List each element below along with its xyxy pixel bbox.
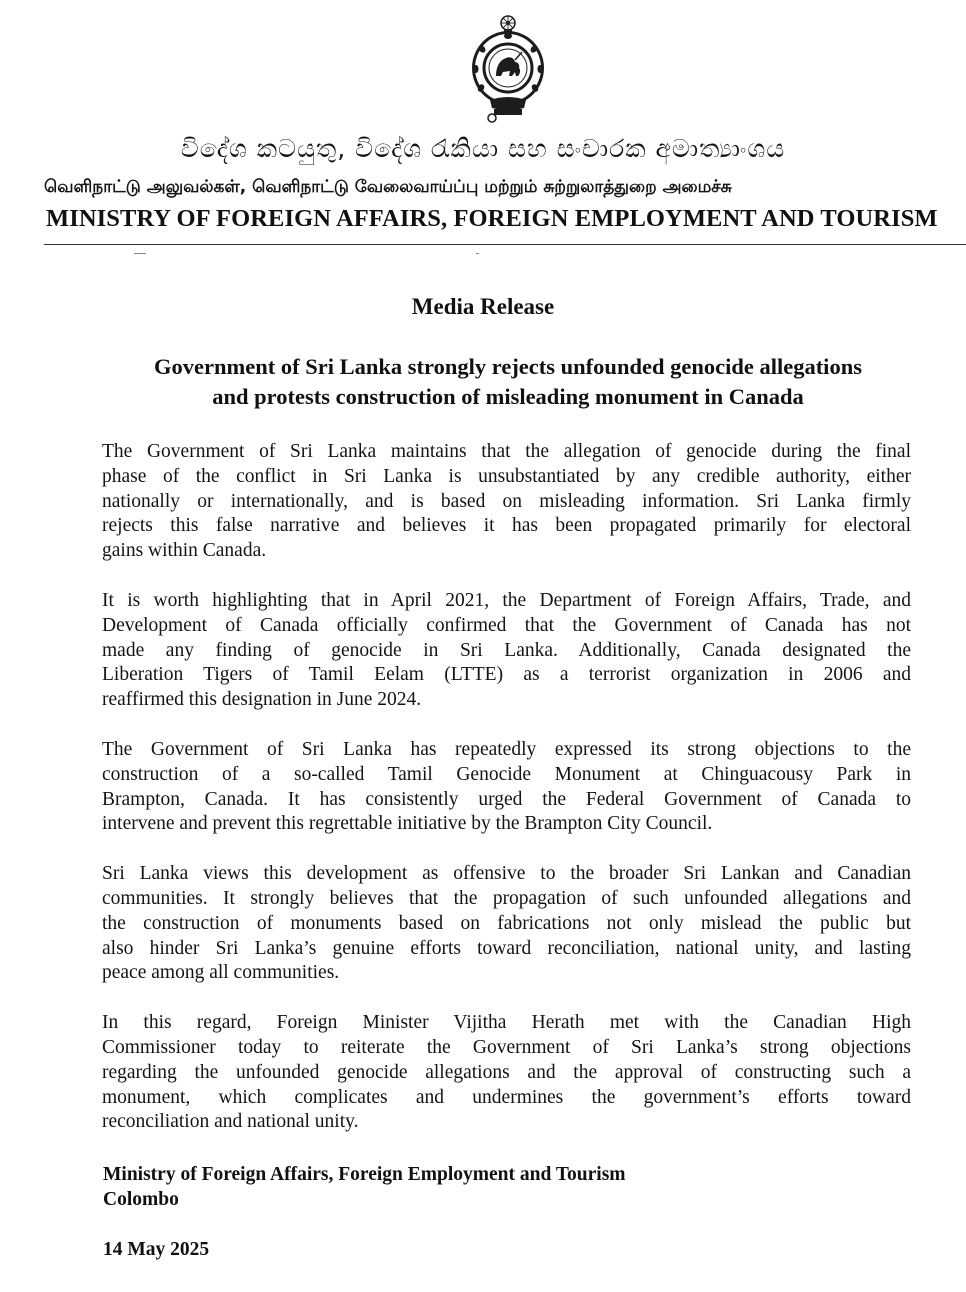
ministry-title-tamil: வெளிநாட்டு அலுவல்கள், வெளிநாட்டு வேலைவாய்ப்பு மற்றும் சுற்றுலாத்துறை அமைச்சு [44,177,732,197]
paragraph-line: reconciliation and national unity. [102,1111,359,1133]
paragraph-line: intervene and prevent this regrettable initiative by the Brampton City Council. [102,813,713,835]
paragraph-line: Development of Canada officially confirmed that the Government of Canada has not [102,614,911,636]
paragraph-line: reaffirmed this designation in June 2024. [102,689,422,711]
signoff-organization: Ministry of Foreign Affairs, Foreign Employment and Tourism [103,1164,626,1185]
body-paragraph [102,589,911,713]
release-date: 14 May 2025 [103,1239,210,1260]
scan-mark [476,253,479,254]
media-release-label: Media Release [411,294,555,319]
header-divider [44,244,966,245]
paragraph-line: Liberation Tigers of Tamil Eelam (LTTE) as a terrorist organization in 2006 and [102,664,911,686]
body-paragraph [102,862,911,986]
ministry-title-sinhala: විදේශ කටයුතු, විදේශ රැකියා සහ සංචාරක අමාත්‍යාංශය [180,134,786,163]
paragraph-line: Brampton, Canada. It has consistently urged the Federal Government of Canada to [102,788,911,810]
paragraph-line: communities. It strongly believes that the propagation of such unfounded allegations and [102,887,911,909]
headline-line: Government of Sri Lanka strongly rejects unfounded genocide allegations [154,354,862,379]
release-body [102,440,911,1160]
sri-lanka-emblem-icon [468,14,548,126]
paragraph-line: peace among all communities. [102,962,340,984]
paragraph-line: regarding the unfounded genocide allegations and the approval of constructing such a [102,1061,911,1083]
paragraph-line: the construction of monuments based on fabrications not only mislead the public but [102,912,911,934]
paragraph-line: In this regard, Foreign Minister Vijitha Herath met with the Canadian High [102,1012,911,1034]
paragraph-line: nationally or internationally, and is based on misleading information. Sri Lanka firmly [102,490,911,512]
body-paragraph [102,1011,911,1135]
paragraph-line: monument, which complicates and undermines the government’s efforts toward [102,1086,911,1108]
paragraph-line: made any finding of genocide in Sri Lanka. Additionally, Canada designated the [102,639,911,661]
paragraph-line: It is worth highlighting that in April 2021, the Department of Foreign Affairs, Trade, and [102,589,911,611]
body-paragraph [102,440,911,564]
paragraph-line: construction of a so-called Tamil Genocide Monument at Chinguacousy Park in [102,763,911,785]
body-paragraph [102,738,911,837]
scan-mark [134,253,146,254]
paragraph-line: phase of the conflict in Sri Lanka is unsubstantiated by any credible authority, either [102,465,911,487]
signoff-block [103,1162,626,1212]
paragraph-line: Sri Lanka views this development as offensive to the broader Sri Lankan and Canadian [102,863,911,885]
paragraph-line: Commissioner today to reiterate the Government of Sri Lanka’s strong objections [102,1036,911,1058]
paragraph-line: rejects this false narrative and believes it has been propagated primarily for electoral [102,515,911,537]
ministry-title-english: MINISTRY OF FOREIGN AFFAIRS, FOREIGN EMPLOYMENT AND TOURISM [46,205,938,232]
press-release-headline [40,352,966,412]
paragraph-line: The Government of Sri Lanka has repeatedly expressed its strong objections to the [102,738,911,760]
paragraph-line: The Government of Sri Lanka maintains that the allegation of genocide during the final [102,441,911,462]
paragraph-line: gains within Canada. [102,540,267,562]
paragraph-line: also hinder Sri Lanka’s genuine efforts toward reconciliation, national unity, and lasting [102,937,911,959]
signoff-city: Colombo [103,1189,179,1210]
headline-line: and protests construction of misleading monument in Canada [212,384,804,409]
